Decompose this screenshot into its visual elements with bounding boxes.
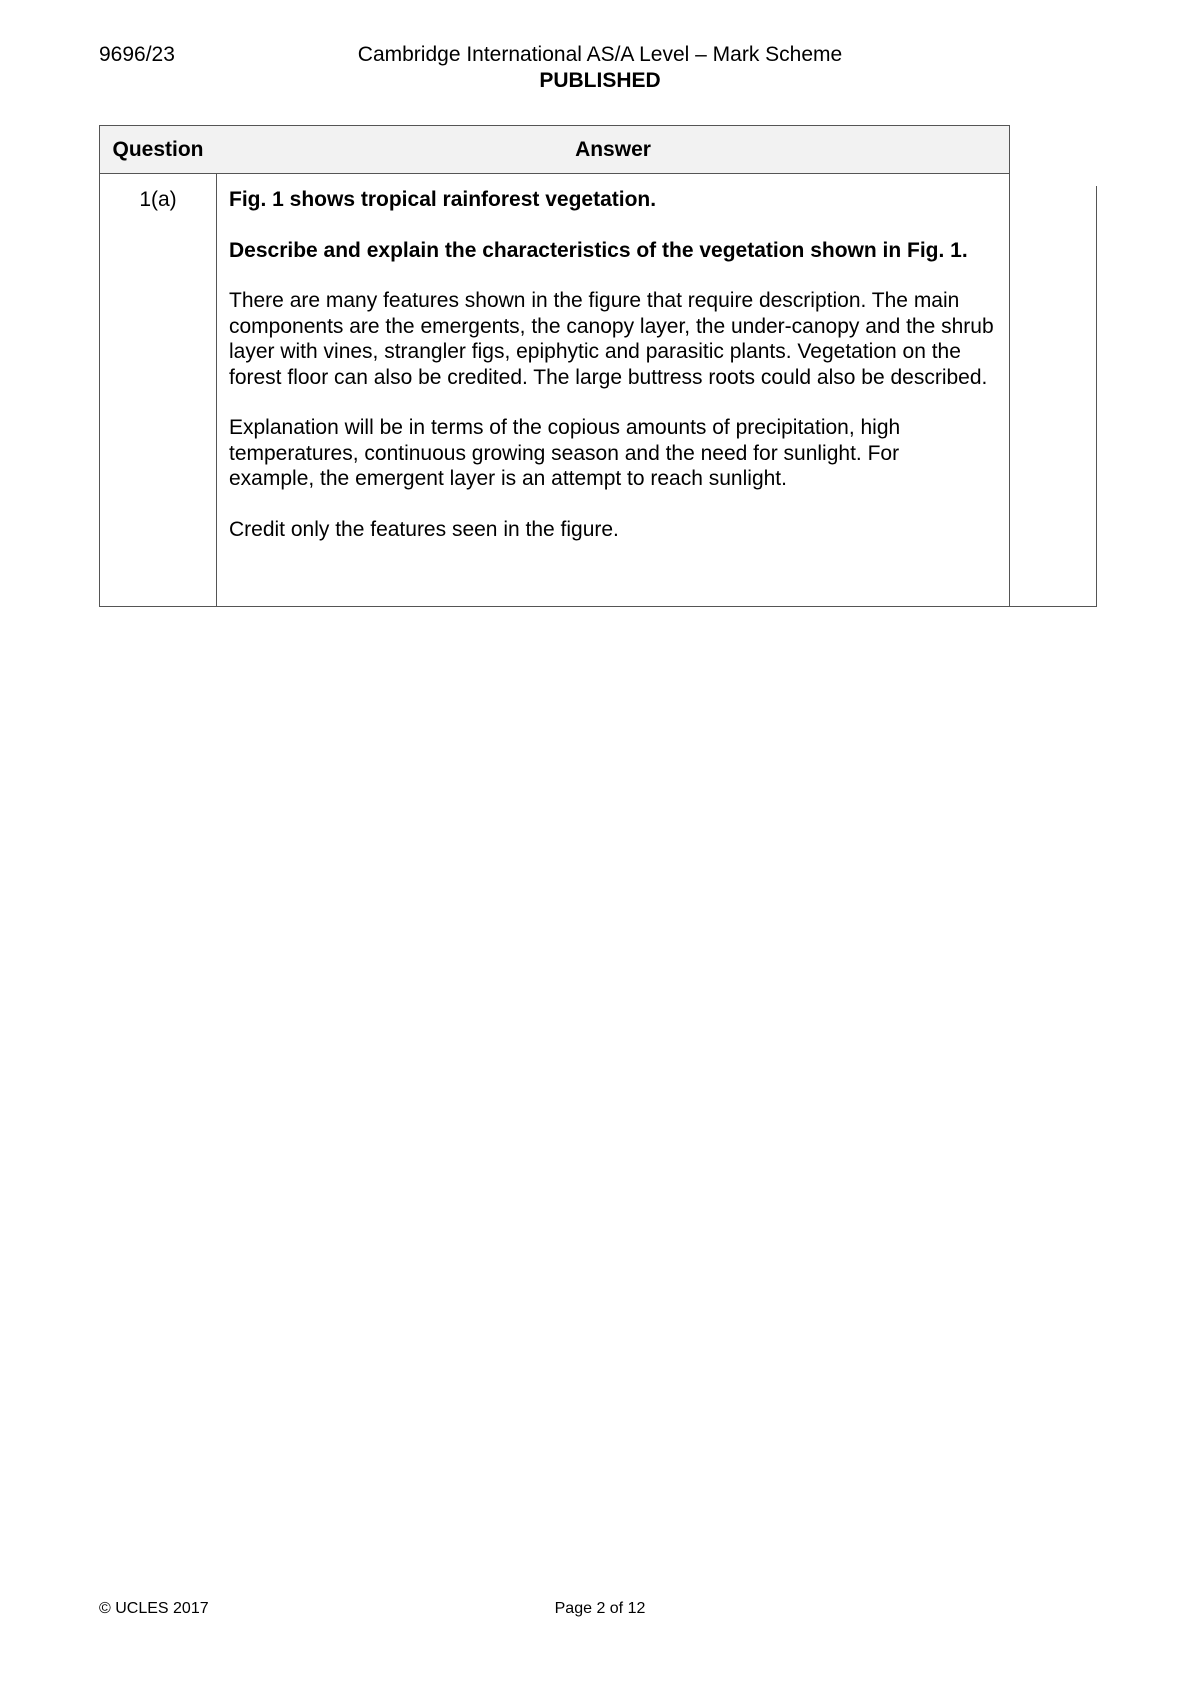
table-border-right (1096, 186, 1097, 607)
question-prompt: Fig. 1 shows tropical rainforest vegetation. (229, 188, 657, 211)
question-instruction: Describe and explain the characteristics of the vegetation shown in Fig. 1. (229, 238, 968, 262)
page-number: Page 2 of 12 (554, 1600, 646, 1617)
column-header-answer: Answer (216, 125, 1010, 174)
question-number: 1(a) (139, 188, 177, 211)
table-border-bottom (99, 606, 1097, 607)
answer-paragraph-credit-note: Credit only the features seen in the figure. (229, 517, 619, 541)
answer-paragraph-description: There are many features shown in the figure that require description. The main components are the emergents, the canopy layer, the under-canopy and the shrub layer with vines, strangler figs, epiphytic and parasitic plants. Vegetation on the forest floor can also be credited. The large buttress roots could also be described. (229, 289, 994, 389)
page-header (300, 42, 900, 94)
document-code: 9696/23 (99, 43, 175, 66)
answer-cell (229, 187, 1011, 567)
answer-paragraph-explanation: Explanation will be in terms of the copious amounts of precipitation, high temperatures, continuous growing season and the need for sunlight. For example, the emergent layer is an attempt to reach sunlight. (229, 416, 901, 490)
copyright-notice: © UCLES 2017 (99, 1600, 209, 1617)
column-header-question: Question (99, 125, 217, 174)
table-divider-question (216, 173, 217, 607)
table-border-left (99, 173, 100, 607)
status-label: PUBLISHED (539, 69, 661, 92)
document-title: Cambridge International AS/A Level – Mark Scheme (357, 43, 843, 66)
